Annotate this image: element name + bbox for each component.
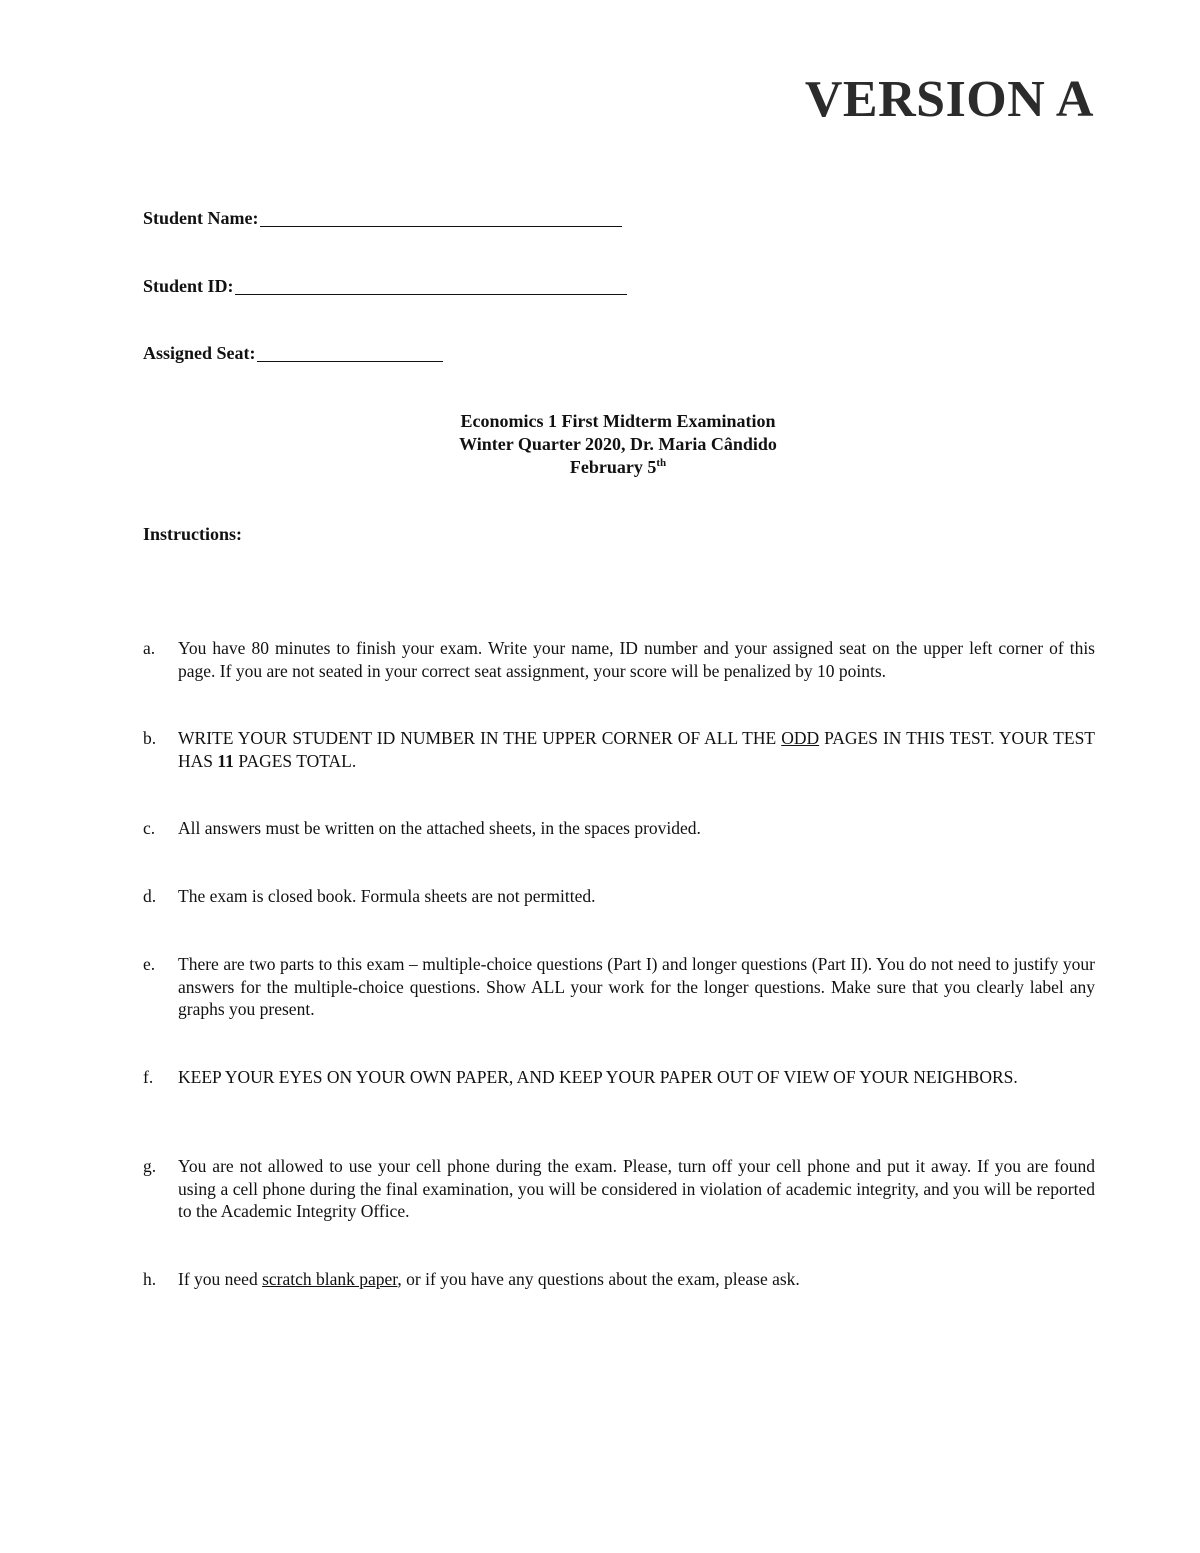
instructions-heading: Instructions: xyxy=(143,524,243,544)
exam-date: February 5th xyxy=(569,457,667,477)
instruction-item-e: e. There are two parts to this exam – multiple-choice questions (Part I) and longer questions (Part II). You do not need to justify your answers for the multiple-choice questions. Show ALL your work for the longer questions. Make sure that you clearly label any graphs you present. xyxy=(143,954,1095,1019)
scratch-paper-emphasis: scratch blank paper xyxy=(262,1269,398,1289)
instruction-item-c: c. All answers must be written on the attached sheets, in the spaces provided. xyxy=(143,818,701,838)
exam-term-instructor: Winter Quarter 2020, Dr. Maria Cândido xyxy=(459,434,777,454)
instruction-item-h: h. If you need scratch blank paper, or if you have any questions about the exam, please ask. xyxy=(143,1269,800,1289)
assigned-seat-line[interactable] xyxy=(257,347,443,362)
instruction-item-a: a. You have 80 minutes to finish your exam. Write your name, ID number and your assigned seat on the upper left corner of this page. If you are not seated in your correct seat assignment, your score will be penalized by 10 points. xyxy=(143,638,1095,681)
student-id-field[interactable] xyxy=(143,277,627,295)
instruction-item-g: g. You are not allowed to use your cell phone during the exam. Please, turn off your cell phone and put it away. If you are found using a cell phone during the final examination, you will be considered in violation of academic integrity, and you will be reported to the Academic Integrity Office. xyxy=(143,1156,1095,1221)
assigned-seat-label: Assigned Seat: xyxy=(143,343,256,363)
student-id-line[interactable] xyxy=(235,280,627,295)
instruction-item-b: b. WRITE YOUR STUDENT ID NUMBER IN THE UPPER CORNER OF ALL THE ODD PAGES IN THIS TEST. YOUR TEST HAS 11 PAGES TOTAL. xyxy=(143,728,1095,771)
page-count: 11 xyxy=(217,750,234,771)
instruction-item-f: f. KEEP YOUR EYES ON YOUR OWN PAPER, AND KEEP YOUR PAPER OUT OF VIEW OF YOUR NEIGHBORS. xyxy=(143,1067,1018,1087)
exam-header xyxy=(0,410,1200,479)
exam-title: Economics 1 First Midterm Examination xyxy=(460,411,776,431)
student-id-label: Student ID: xyxy=(143,276,234,296)
student-name-field[interactable] xyxy=(143,209,622,227)
instruction-item-d: d. The exam is closed book. Formula sheets are not permitted. xyxy=(143,886,596,906)
assigned-seat-field[interactable] xyxy=(143,344,443,362)
odd-emphasis: ODD xyxy=(781,728,820,748)
student-name-line[interactable] xyxy=(260,212,622,227)
version-title: VERSION A xyxy=(804,71,1094,128)
student-name-label: Student Name: xyxy=(143,208,259,228)
